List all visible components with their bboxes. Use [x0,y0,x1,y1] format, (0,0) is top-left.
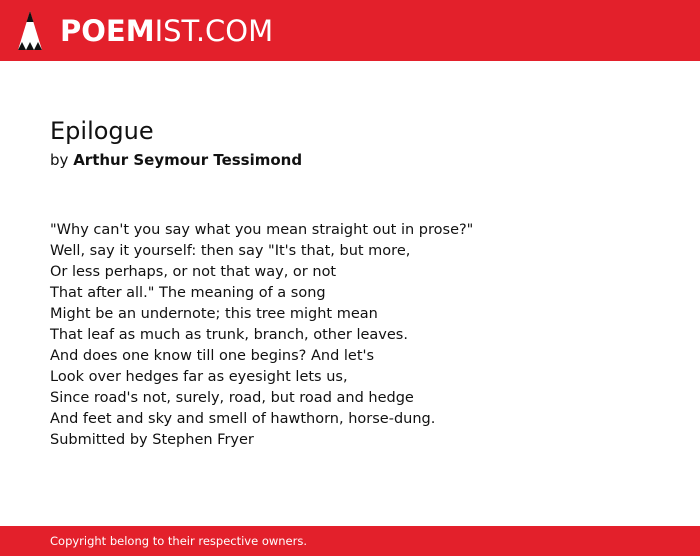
poem-byline [50,149,650,171]
poem-line: Might be an undernote; this tree might mean [50,306,378,322]
logo-text-bold: POEM [60,14,155,48]
poem-body [50,220,650,451]
poem-line: Since road's not, surely, road, but road and hedge [50,390,414,406]
site-header [0,0,700,61]
poem-line: Or less perhaps, or not that way, or not [50,264,337,280]
poem-line: That after all." The meaning of a song [50,285,326,301]
logo-text-light: IST.COM [154,14,274,48]
site-logo-text [60,9,273,53]
poem-title: Epilogue [50,117,154,145]
pencil-tip-icon [16,9,44,53]
byline-prefix: by [50,151,69,169]
poem-line: Submitted by Stephen Fryer [50,432,254,448]
author-link[interactable]: Arthur Seymour Tessimond [73,151,303,169]
site-logo-link[interactable] [16,9,273,53]
poem-line: Look over hedges far as eyesight lets us, [50,369,348,385]
poem-line: And does one know till one begins? And let's [50,348,375,364]
copyright-text: Copyright belong to their respective owners. [50,534,308,548]
poem-line: That leaf as much as trunk, branch, other leaves. [50,327,408,343]
poem-line: "Why can't you say what you mean straight out in prose?" [50,222,474,238]
poem-content [50,116,650,451]
poem-line: And feet and sky and smell of hawthorn, horse-dung. [50,411,436,427]
poem-line: Well, say it yourself: then say "It's that, but more, [50,243,411,259]
site-footer [0,526,700,556]
